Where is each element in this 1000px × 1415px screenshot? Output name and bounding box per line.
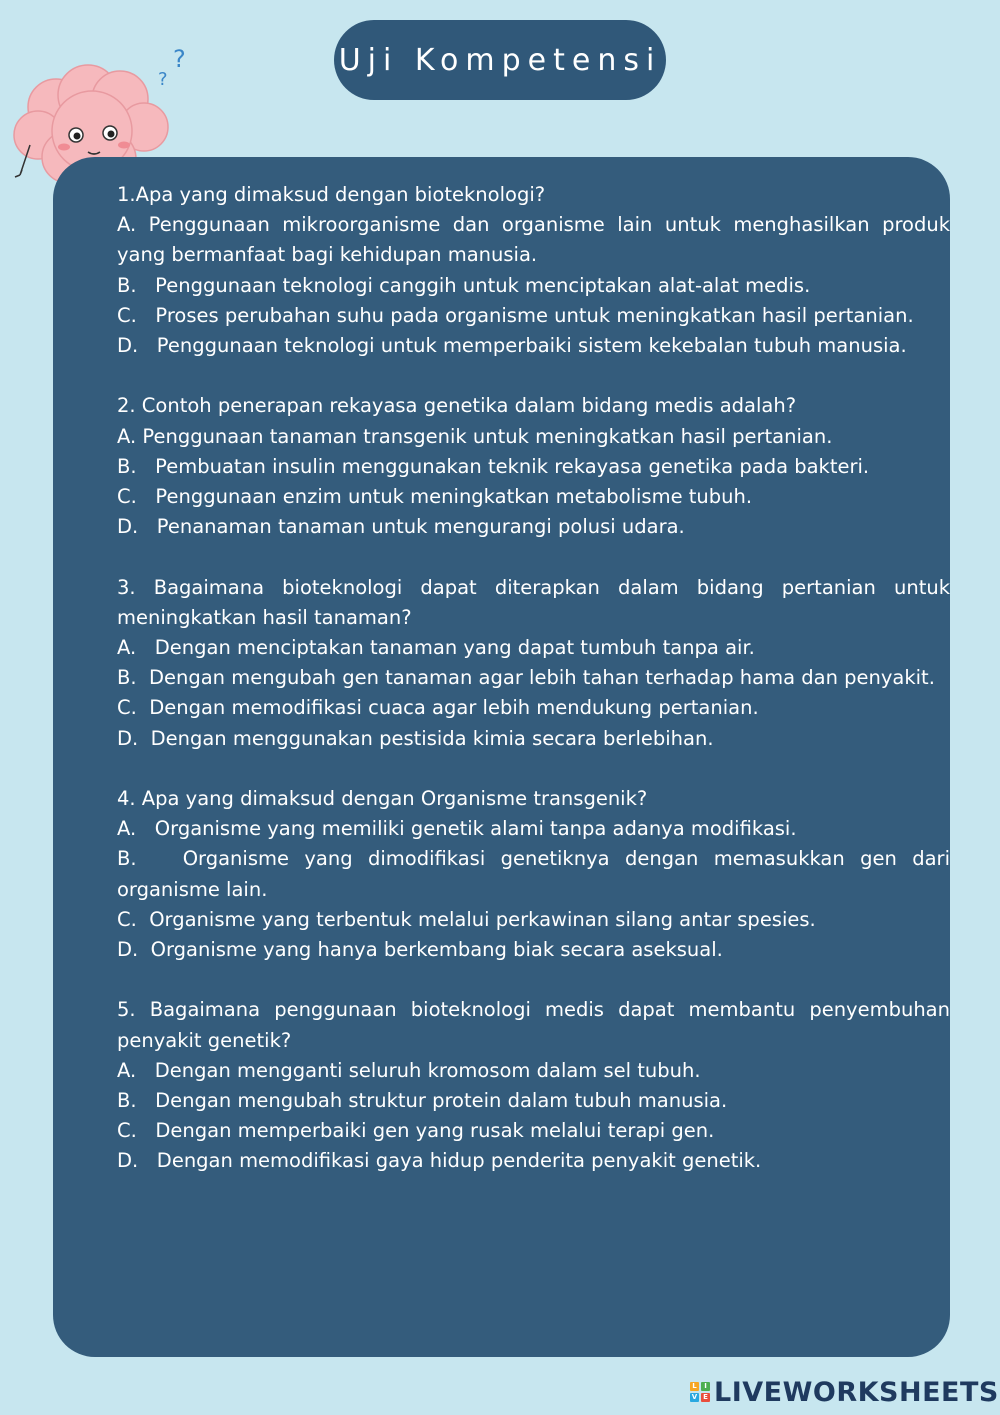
question-text: 5. Bagaimana penggunaan bioteknologi medis dapat membantu penyembuhan penyakit genetik? <box>117 998 950 1052</box>
option-b[interactable]: B. Dengan mengubah struktur protein dalam tubuh manusia. <box>117 1089 728 1113</box>
option-c[interactable]: C. Penggunaan enzim untuk meningkatkan metabolisme tubuh. <box>117 485 753 509</box>
question-text: 4. Apa yang dimaksud dengan Organisme transgenik? <box>117 787 648 811</box>
liveworksheets-brand[interactable] <box>690 1375 999 1409</box>
question-2 <box>117 391 950 542</box>
question-3 <box>117 573 950 754</box>
question-mark-large: ? <box>173 45 186 73</box>
option-d[interactable]: D. Organisme yang hanya berkembang biak secara aseksual. <box>117 938 723 962</box>
question-mark-small: ? <box>158 69 168 90</box>
option-b[interactable]: B. Penggunaan teknologi canggih untuk menciptakan alat-alat medis. <box>117 273 811 297</box>
option-d[interactable]: D. Dengan memodifikasi gaya hidup penderita penyakit genetik. <box>117 1149 762 1173</box>
option-d[interactable]: D. Penggunaan teknologi untuk memperbaiki sistem kekebalan tubuh manusia. <box>117 334 907 358</box>
question-4 <box>117 784 950 965</box>
page-title <box>334 20 666 100</box>
question-5 <box>117 995 950 1176</box>
logo-letter: V <box>691 1393 698 1401</box>
question-text: 1.Apa yang dimaksud dengan bioteknologi? <box>117 183 546 206</box>
option-b[interactable]: B. Pembuatan insulin menggunakan teknik rekayasa genetika pada bakteri. <box>117 454 870 478</box>
question-1 <box>117 180 950 361</box>
option-a[interactable]: A. Penggunaan mikroorganisme dan organisme lain untuk menghasilkan produk yang bermanfaat bagi kehidupan manusia. <box>117 213 950 267</box>
option-b[interactable]: B. Dengan mengubah gen tanaman agar lebih tahan terhadap hama dan penyakit. <box>117 666 935 690</box>
question-text: 2. Contoh penerapan rekayasa genetika dalam bidang medis adalah? <box>117 394 797 418</box>
option-a[interactable]: A. Penggunaan tanaman transgenik untuk meningkatkan hasil pertanian. <box>117 424 833 448</box>
question-list <box>117 180 950 1207</box>
liveworksheets-logo-icon <box>690 1382 710 1402</box>
option-c[interactable]: C. Dengan memperbaiki gen yang rusak melalui terapi gen. <box>117 1119 715 1143</box>
option-d[interactable]: D. Dengan menggunakan pestisida kimia secara berlebihan. <box>117 726 714 750</box>
option-b[interactable]: B. Organisme yang dimodifikasi genetiknya dengan memasukkan gen dari organisme lain. <box>117 847 950 901</box>
logo-letter: E <box>701 1393 710 1402</box>
option-c[interactable]: C. Proses perubahan suhu pada organisme untuk meningkatkan hasil pertanian. <box>117 303 914 327</box>
page-title-text: Uji Kompetensi <box>338 42 662 78</box>
logo-letter: L <box>690 1382 699 1391</box>
option-d[interactable]: D. Penanaman tanaman untuk mengurangi polusi udara. <box>117 515 685 539</box>
brand-name: LIVEWORKSHEETS <box>714 1376 999 1408</box>
option-c[interactable]: C. Organisme yang terbentuk melalui perkawinan silang antar spesies. <box>117 907 816 931</box>
option-c[interactable]: C. Dengan memodifikasi cuaca agar lebih mendukung pertanian. <box>117 696 759 720</box>
option-a[interactable]: A. Dengan mengganti seluruh kromosom dalam sel tubuh. <box>117 1058 701 1082</box>
option-a[interactable]: A. Organisme yang memiliki genetik alami tanpa adanya modifikasi. <box>117 817 797 841</box>
logo-letter: I <box>701 1382 710 1391</box>
option-a[interactable]: A. Dengan menciptakan tanaman yang dapat tumbuh tanpa air. <box>117 636 755 660</box>
question-text: 3. Bagaimana bioteknologi dapat diterapkan dalam bidang pertanian untuk meningkatkan hasil tanaman? <box>117 575 950 629</box>
